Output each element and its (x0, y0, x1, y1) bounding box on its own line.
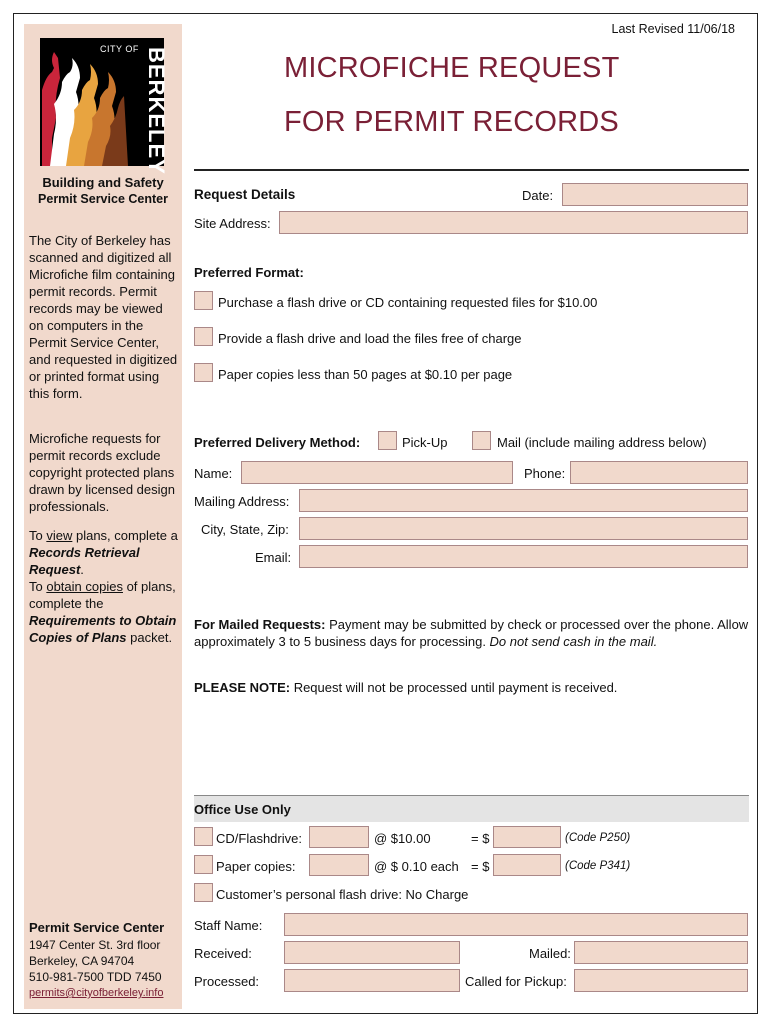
title-divider (194, 169, 749, 171)
city-state-zip-label: City, State, Zip: (201, 522, 289, 537)
date-field[interactable] (562, 183, 748, 206)
office-cd-total-field[interactable] (493, 826, 561, 848)
mailed-field[interactable] (574, 941, 748, 964)
site-address-field[interactable] (279, 211, 748, 234)
logo-name: BERKELEY (144, 47, 169, 175)
office-cd-price: @ $10.00 (374, 831, 431, 846)
mailed-label: Mailed: (529, 946, 571, 961)
staff-name-field[interactable] (284, 913, 748, 936)
office-customer-drive-label: Customer’s personal flash drive: No Charge (216, 887, 469, 902)
sidebar-instructions: To view plans, complete a Records Retrieval Request. To obtain copies of plans, complete the Requirements to Obtain Copies of Plans packet. (29, 528, 178, 645)
mailing-address-label: Mailing Address: (194, 494, 290, 509)
revision-date: Last Revised 11/06/18 (611, 22, 735, 36)
sidebar (24, 24, 182, 1009)
email-field[interactable] (299, 545, 748, 568)
format-purchase-label: Purchase a flash drive or CD containing requested files for $10.00 (218, 295, 598, 310)
mail-checkbox[interactable] (472, 431, 491, 450)
office-paper-code: (Code P341) (565, 860, 631, 872)
mailed-requests-note: For Mailed Requests: Payment may be submitted by check or processed over the phone. Allow approximately 3 to 5 business days for processing. Do not send cash in the mail. (194, 617, 749, 649)
footer-address: 1947 Center St. 3rd floor Berkeley, CA 94704 510-981-7500 TDD 7450 permits@cityofberkeley.info (29, 937, 179, 1001)
format-paper-checkbox[interactable] (194, 363, 213, 382)
office-customer-drive-checkbox[interactable] (194, 883, 213, 902)
processed-label: Processed: (194, 974, 260, 989)
office-cd-code: (Code P250) (565, 832, 631, 844)
office-paper-label: Paper copies: (216, 859, 296, 874)
called-for-pickup-label: Called for Pickup: (465, 974, 567, 989)
date-label: Date: (522, 188, 554, 203)
records-retrieval-request: Records Retrieval Request (29, 545, 140, 577)
office-cd-equals: = $ (471, 831, 490, 846)
requirements-packet: Requirements to Obtain Copies of Plans (29, 613, 177, 645)
office-cd-qty-field[interactable] (309, 826, 369, 848)
mail-label: Mail (include mailing address below) (497, 435, 707, 450)
office-use-heading: Office Use Only (194, 802, 291, 817)
sidebar-intro: The City of Berkeley has scanned and digitized all Microfiche film containing permit records. Permit records may be viewed on computers in the Permit Service Center, and requested in digitized or printed format using this form. (29, 233, 178, 401)
email-label: Email: (255, 550, 292, 565)
site-address-label: Site Address: (194, 216, 271, 231)
format-paper-label: Paper copies less than 50 pages at $0.10 per page (218, 367, 513, 382)
office-paper-price: @ $ 0.10 each (374, 859, 459, 874)
office-cd-label: CD/Flashdrive: (216, 831, 302, 846)
sidebar-exclusion: Microfiche requests for permit records exclude copyright protected plans drawn by licensed design professionals. (29, 431, 175, 514)
pickup-label: Pick-Up (402, 435, 448, 450)
preferred-format-heading: Preferred Format: (194, 265, 304, 280)
sidebar-center: Permit Service Center (38, 192, 168, 206)
called-for-pickup-field[interactable] (574, 969, 748, 992)
pickup-checkbox[interactable] (378, 431, 397, 450)
delivery-heading: Preferred Delivery Method: (194, 435, 361, 450)
received-field[interactable] (284, 941, 460, 964)
obtain-copies-link: obtain copies (46, 579, 123, 594)
processed-field[interactable] (284, 969, 460, 992)
berkeley-logo (40, 38, 169, 175)
format-provide-checkbox[interactable] (194, 327, 213, 346)
office-paper-equals: = $ (471, 859, 490, 874)
office-paper-total-field[interactable] (493, 854, 561, 876)
sidebar-dept: Building and Safety (42, 175, 164, 190)
please-note: PLEASE NOTE: Request will not be processed until payment is received. (194, 680, 618, 695)
footer-title: Permit Service Center (29, 920, 165, 935)
view-link: view (46, 528, 73, 543)
name-label: Name: (194, 466, 233, 481)
form-page (13, 13, 758, 1014)
format-purchase-checkbox[interactable] (194, 291, 213, 310)
office-paper-checkbox[interactable] (194, 855, 213, 874)
office-cd-checkbox[interactable] (194, 827, 213, 846)
title-line-2: FOR PERMIT RECORDS (284, 106, 619, 138)
mailing-address-field[interactable] (299, 489, 748, 512)
city-state-zip-field[interactable] (299, 517, 748, 540)
logo-city-of: CITY OF (100, 44, 139, 54)
staff-name-label: Staff Name: (194, 918, 263, 933)
phone-field[interactable] (570, 461, 748, 484)
received-label: Received: (194, 946, 252, 961)
footer-email-link[interactable]: permits@cityofberkeley.info (29, 987, 164, 999)
phone-label: Phone: (524, 466, 566, 481)
format-provide-label: Provide a flash drive and load the files free of charge (218, 331, 522, 346)
name-field[interactable] (241, 461, 513, 484)
title-line-1: MICROFICHE REQUEST (284, 52, 620, 84)
request-details-heading: Request Details (194, 187, 296, 202)
office-paper-qty-field[interactable] (309, 854, 369, 876)
